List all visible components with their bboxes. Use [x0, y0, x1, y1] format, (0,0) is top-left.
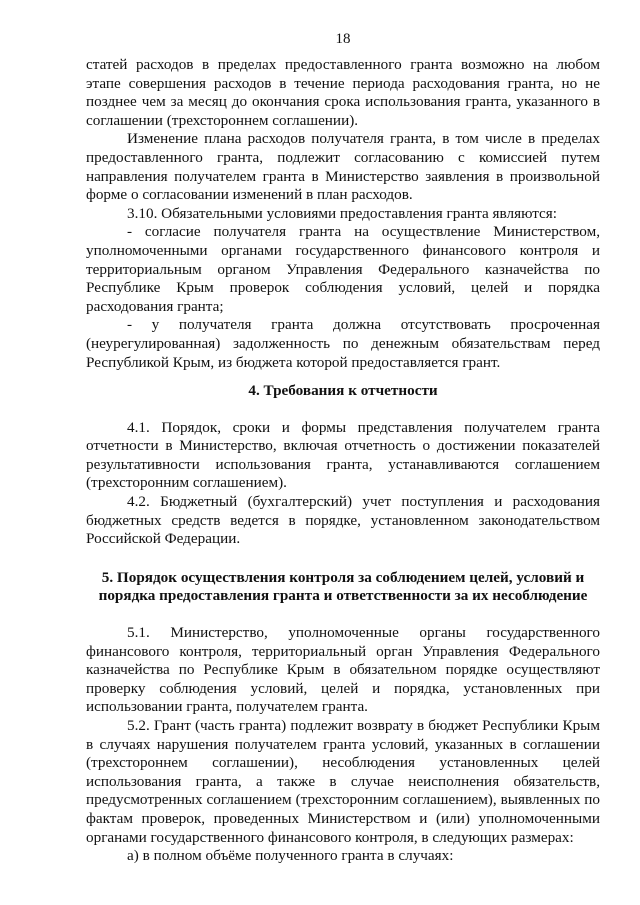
paragraph-continuation: статей расходов в пределах предоставленного гранта возможно на любом этапе совершения расходов в течение периода расходования гранта, но не позднее чем за месяц до окончания срока использования гранта, указанного в соглашении (трехстороннем соглашении). — [86, 56, 600, 129]
paragraph-5-1: 5.1. Министерство, уполномоченные органы государственного финансового контроля, территориальный орган Управления Федерального казначейства по Республике Крым в обязательном порядке осуществляют проверку соблюдения условий, целей и порядка, установленных при использовании гранта, получателем гранта. — [86, 624, 600, 716]
paragraph-4-1: 4.1. Порядок, сроки и формы представления получателем гранта отчетности в Министерство, включая отчетность о достижении показателей результативности использования гранта, устанавливаются соглашением (трехсторонним соглашением). — [86, 418, 600, 492]
paragraph-4-2: 4.2. Бюджетный (бухгалтерский) учет поступления и расходования бюджетных средств ведется в порядке, установленном законодательством Российской Федерации. — [86, 493, 600, 548]
section-5-heading — [86, 569, 600, 606]
section-5-heading-line-1: 5. Порядок осуществления контроля за соблюдением целей, условий и — [101, 568, 585, 586]
page-number: 18 — [335, 31, 351, 47]
paragraph-5-2: 5.2. Грант (часть гранта) подлежит возврату в бюджет Республики Крым в случаях нарушения получателем гранта условий, указанных в соглашении (трехстороннем соглашении), несоблюдения установленных целей использования гранта, а также в случае неисполнения обязательств, предусмотренных соглашением (трехсторонним соглашением), выявленных по фактам проверок, проведенных Министерством и (или) уполномоченными органами государственного финансового контроля, в следующих размерах: — [86, 717, 600, 846]
section-4-heading: 4. Требования к отчетности — [248, 382, 438, 400]
paragraph-condition-no-debt: - у получателя гранта должна отсутствовать просроченная (неурегулированная) задолженность по денежным обязательствам перед Республикой Крым, из бюджета которой предоставляется грант. — [86, 316, 600, 371]
paragraph-condition-consent: - согласие получателя гранта на осуществление Министерством, уполномоченными органами государственного финансового контроля и территориальным органом Управления Федерального казначейства по Республике Крым проверок соблюдения условий, целей и порядка расходования гранта; — [86, 223, 600, 315]
paragraph-plan-change: Изменение плана расходов получателя гранта, в том числе в пределах предоставленного гранта, подлежит согласованию с комиссией путем направления получателем гранта в Министерство заявления в произвольной форме о согласовании изменений в план расходов. — [86, 130, 600, 204]
paragraph-5-2-a: а) в полном объёме полученного гранта в случаях: — [127, 847, 454, 865]
paragraph-3-10: 3.10. Обязательными условиями предоставления гранта являются: — [127, 204, 557, 222]
section-5-heading-line-2: порядка предоставления гранта и ответственности за их несоблюдение — [98, 587, 588, 605]
